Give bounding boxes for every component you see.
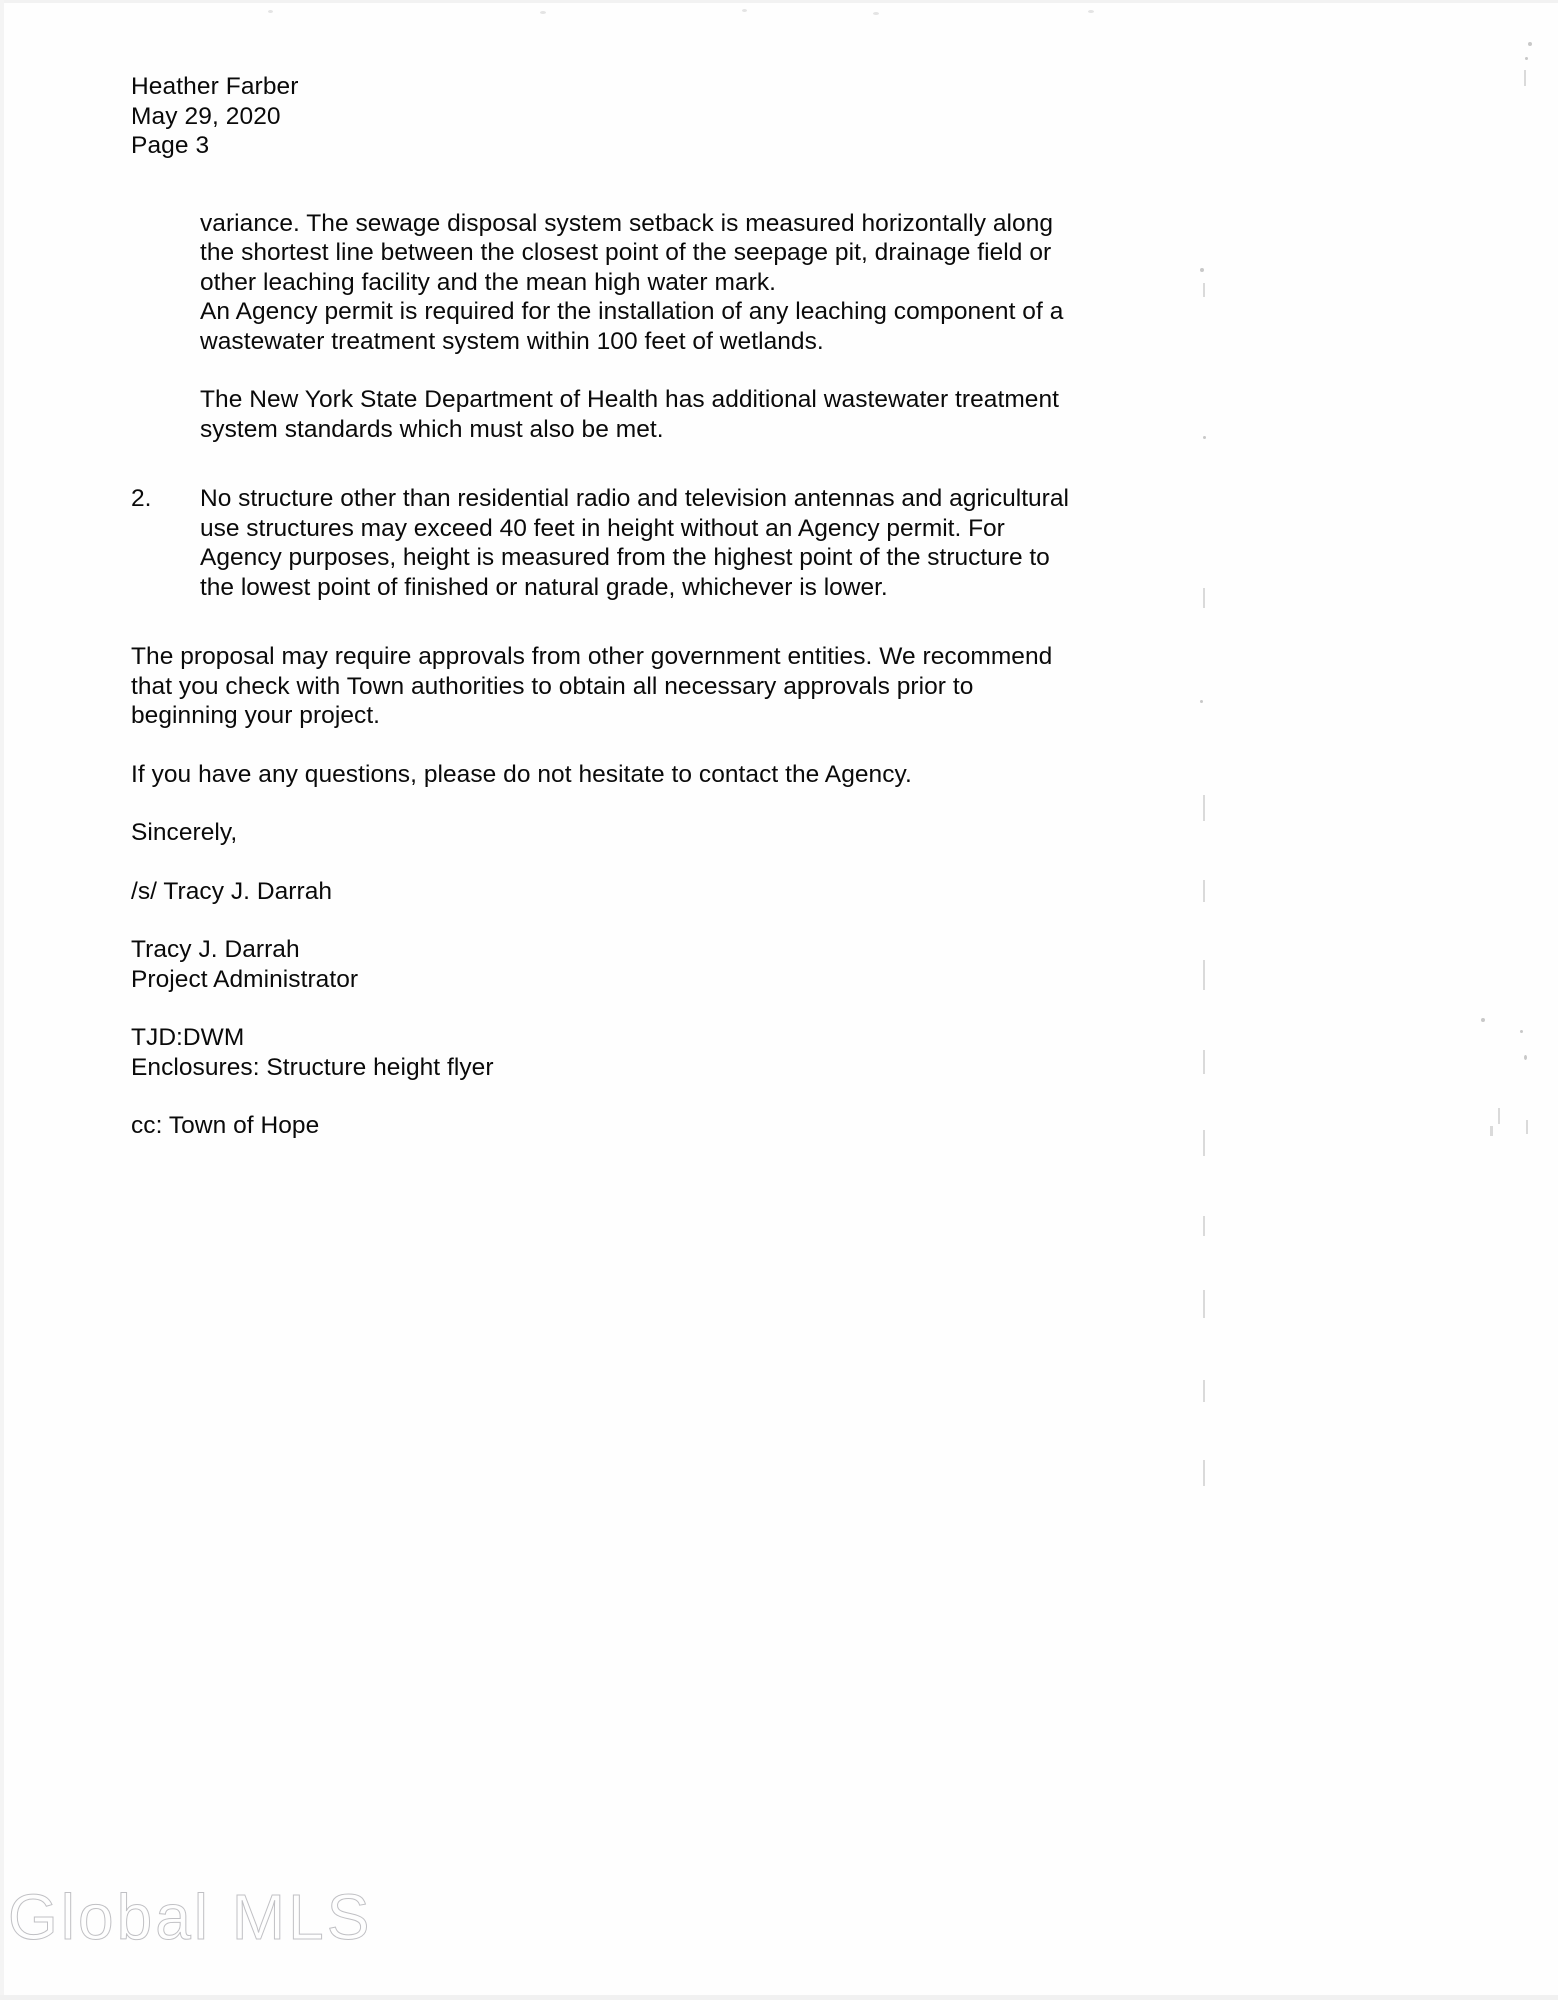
scan-speckle — [873, 12, 879, 15]
scan-speckle — [1524, 1055, 1527, 1060]
letter-body — [131, 72, 1071, 1141]
scan-speckle — [1200, 268, 1204, 272]
scan-speckle — [1520, 1030, 1523, 1033]
spacer — [131, 161, 1071, 209]
paragraph-questions: If you have any questions, please do not hesitate to contact the Agency. — [131, 760, 912, 788]
spacer — [131, 1082, 1071, 1111]
scan-speckle — [1203, 1130, 1205, 1156]
paragraph-other-approvals: The proposal may require approvals from other government entities. We recommend that you check with Town authorities to obtain all necessary approvals prior to beginning your project. — [131, 643, 1053, 729]
scan-speckle — [1490, 1126, 1493, 1136]
paragraph-agency-permit-wetlands: An Agency permit is required for the installation of any leaching component of a wastewater treatment system within 100 feet of wetlands. — [200, 298, 1064, 355]
spacer — [131, 906, 1071, 935]
scan-speckle — [1528, 42, 1532, 46]
recipient-name: Heather Farber — [131, 73, 299, 100]
conformed-signature: /s/ Tracy J. Darrah — [131, 877, 333, 905]
scan-speckle — [1524, 70, 1526, 86]
scan-speckle — [1203, 436, 1206, 439]
paragraph-setback-continued: variance. The sewage disposal system setback is measured horizontally along the shortest line between the closest point of the seepage pit, drainage field or other leaching facility and the mean high water mark. — [200, 209, 1054, 296]
scan-speckle — [1526, 1120, 1528, 1134]
signer-title: Project Administrator — [131, 965, 359, 993]
letter-date: May 29, 2020 — [131, 102, 281, 130]
numbered-item-text: No structure other than residential radio and television antennas and agricultural use structures may exceed 40 feet in height without an Agency permit. For Agency purposes, height is measured from the highest point of the structure to the lowest point of finished or natural grade, whichever is lower. — [200, 485, 1069, 601]
scan-speckle — [1525, 57, 1528, 60]
scan-speckle — [1088, 10, 1094, 13]
signer-name: Tracy J. Darrah — [131, 936, 300, 963]
scan-speckle — [1498, 1108, 1500, 1124]
scan-edge-bottom — [0, 1995, 1558, 2000]
scan-speckle — [1203, 588, 1205, 608]
spacer — [131, 994, 1071, 1023]
scan-speckle — [268, 10, 273, 13]
cc-line: cc: Town of Hope — [131, 1112, 320, 1139]
letter-header — [131, 72, 1071, 161]
scan-speckle — [1203, 283, 1205, 297]
paragraph-doh-standards: The New York State Department of Health has additional wastewater treatment system standards which must also be met. — [200, 386, 1059, 443]
typist-initials: TJD:DWM — [131, 1024, 245, 1051]
scan-speckle — [1203, 1290, 1205, 1318]
page-number: Page 3 — [131, 132, 210, 159]
spacer — [131, 789, 1071, 818]
numbered-item-2 — [131, 484, 1071, 602]
scan-speckle — [1203, 960, 1205, 990]
scan-speckle — [742, 9, 747, 12]
valediction: Sincerely, — [131, 819, 238, 846]
scan-speckle — [1203, 1050, 1205, 1074]
spacer — [131, 848, 1071, 877]
scan-edge-top — [0, 0, 1558, 3]
scan-speckle — [1203, 880, 1205, 902]
scan-speckle — [1200, 700, 1203, 703]
spacer — [131, 731, 1071, 760]
enclosures-line: Enclosures: Structure height flyer — [131, 1053, 494, 1081]
scan-speckle — [1203, 1216, 1205, 1236]
scan-speckle — [1203, 795, 1205, 821]
numbered-item-marker: 2. — [131, 485, 152, 512]
scan-speckle — [540, 11, 546, 14]
spacer — [131, 356, 1071, 385]
spacer — [131, 444, 1071, 484]
global-mls-watermark: Global MLS — [8, 1881, 373, 1953]
scan-speckle — [1203, 1380, 1205, 1402]
scan-speckle — [1203, 1460, 1205, 1486]
spacer — [131, 602, 1071, 642]
scan-speckle — [1481, 1018, 1485, 1022]
scan-edge-left — [0, 0, 4, 2000]
